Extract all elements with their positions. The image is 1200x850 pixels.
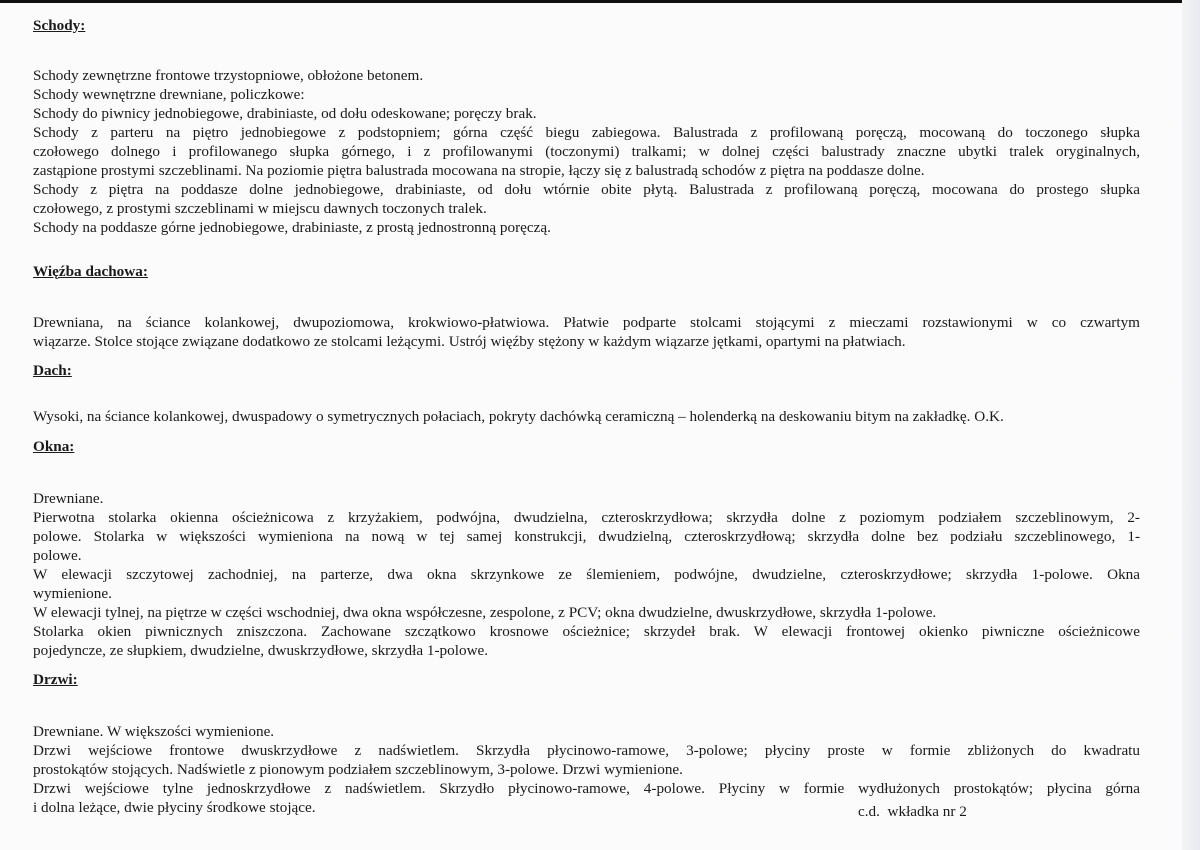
paragraph xyxy=(33,313,1140,351)
paragraph xyxy=(33,722,1140,741)
text-line: Schody z piętra na poddasze dolne jednobiegowe, drabiniaste, od dołu wtórnie obite płytą. Balustrada z profilowaną poręczą, mocowana do prostego słupka xyxy=(33,181,1140,198)
text-line: Pierwotna stolarka okienna ościeżnicowa z krzyżakiem, podwójna, dwudzielna, czteroskrzydłowa; skrzydła dolne z poziomym podziałem szczeblinowym, 2- xyxy=(33,509,1140,526)
scan-edge-right xyxy=(1182,0,1200,850)
section-heading: Drzwi: xyxy=(33,671,78,688)
paragraph xyxy=(33,104,1140,123)
continuation-note: c.d. wkładka nr 2 xyxy=(858,803,967,820)
section-heading: Schody: xyxy=(33,17,86,34)
text-line: Schody do piwnicy jednobiegowe, drabiniaste, od dołu odeskowane; poręczy brak. xyxy=(33,105,537,122)
paragraph xyxy=(33,66,1140,85)
section-heading: Więźba dachowa: xyxy=(33,263,148,280)
section-dach xyxy=(33,361,1140,426)
text-line: Drewniane. xyxy=(33,490,104,507)
text-line: Schody wewnętrzne drewniane, policzkowe: xyxy=(33,86,305,103)
section-schody xyxy=(33,16,1140,237)
section-wiezba-dachowa xyxy=(33,262,1140,351)
text-line: czołowego dolnego i profilowanego słupka górnego, i z profilowanymi (toczonymi) tralkami; w dolnej części balustrady znaczne ubytki tralek oryginalnych, xyxy=(33,143,1140,160)
text-line: Schody zewnętrzne frontowe trzystopniowe, obłożone betonem. xyxy=(33,67,424,84)
text-line: Stolarka okien piwnicznych zniszczona. Zachowane szczątkowo krosnowe ościeżnice; skrzydeł brak. W elewacji frontowej okienko piwniczne ościeżnicowe xyxy=(33,623,1140,640)
text-line: Drewniane. W większości wymienione. xyxy=(33,723,275,740)
paragraph xyxy=(33,508,1140,565)
paragraph xyxy=(33,622,1140,660)
paragraph xyxy=(33,180,1140,218)
section-drzwi xyxy=(33,670,1140,817)
section-heading: Okna: xyxy=(33,438,75,455)
text-line: W elewacji tylnej, na piętrze w części wschodniej, dwa okna współczesne, zespolone, z PCV; okna dwudzielne, dwuskrzydłowe, skrzydła 1-polowe. xyxy=(33,604,937,621)
paragraph xyxy=(33,779,1140,817)
text-line: Wysoki, na ściance kolankowej, dwuspadowy o symetrycznych połaciach, pokryty dachówką ceramiczną – holenderką na deskowaniu bitym na zakładkę. O.K. xyxy=(33,408,1004,425)
section-okna xyxy=(33,437,1140,660)
text-line: Schody na poddasze górne jednobiegowe, drabiniaste, z prostą jednostronną poręczą. xyxy=(33,219,551,236)
paragraph xyxy=(33,603,1140,622)
text-line: wiązarze. Stolce stojące związane dodatkowo ze stolcami leżącymi. Ustrój więźby stężony w każdym wiązarze jętkami, opartymi na płatwiach. xyxy=(33,333,906,350)
text-line: wymienione. xyxy=(33,585,112,602)
text-line: polowe. Stolarka w większości wymieniona na nową w tej samej konstrukcji, dwudzielną, czteroskrzydłową; skrzydła dolne bez podziału szczeblinowego, 1- xyxy=(33,528,1140,545)
text-line: polowe. xyxy=(33,547,82,564)
paragraph xyxy=(33,407,1140,426)
text-line: Drzwi wejściowe frontowe dwuskrzydłowe z nadświetlem. Skrzydła płycinowo-ramowe, 3-polowe; płyciny proste w formie zbliżonych do kwadratu xyxy=(33,742,1140,759)
paragraph xyxy=(33,123,1140,180)
text-line: pojedyncze, ze słupkiem, dwudzielne, dwuskrzydłowe, skrzydła 1-polowe. xyxy=(33,642,489,659)
text-line: Drzwi wejściowe tylne jednoskrzydłowe z nadświetlem. Skrzydło płycinowo-ramowe, 4-polowe. Płyciny w formie wydłużonych prostokątów; płycina górna xyxy=(33,780,1140,797)
text-line: Schody z parteru na piętro jednobiegowe z podstopniem; górna część biegu zabiegowa. Balustrada z profilowaną poręczą, mocowaną do toczonego słupka xyxy=(33,124,1140,141)
section-heading: Dach: xyxy=(33,362,72,379)
paragraph xyxy=(33,85,1140,104)
paragraph xyxy=(33,218,1140,237)
paragraph xyxy=(33,489,1140,508)
scan-edge-top xyxy=(0,0,1200,3)
paragraph xyxy=(33,565,1140,603)
text-line: Drewniana, na ściance kolankowej, dwupoziomowa, krokwiowo-płatwiowa. Płatwie podparte stolcami stojącymi z mieczami rozstawionymi w co czwartym xyxy=(33,314,1140,331)
text-line: W elewacji szczytowej zachodniej, na parterze, dwa okna skrzynkowe ze ślemieniem, podwójne, dwudzielne, czteroskrzydłowe; skrzydła 1-polowe. Okna xyxy=(33,566,1140,583)
text-line: prostokątów stojących. Nadświetle z pionowym podziałem szczeblinowym, 3-polowe. Drzwi wymienione. xyxy=(33,761,683,778)
text-line: czołowego, z prostymi szczeblinami w miejscu dawnych toczonych tralek. xyxy=(33,200,487,217)
text-line: i dolna leżące, dwie płyciny środkowe stojące. xyxy=(33,799,316,816)
paragraph xyxy=(33,741,1140,779)
text-line: zastąpione prostymi szczeblinami. Na poziomie piętra balustrada mocowana na stropie, łączy się z balustradą schodów z piętra na poddasze dolne. xyxy=(33,162,925,179)
